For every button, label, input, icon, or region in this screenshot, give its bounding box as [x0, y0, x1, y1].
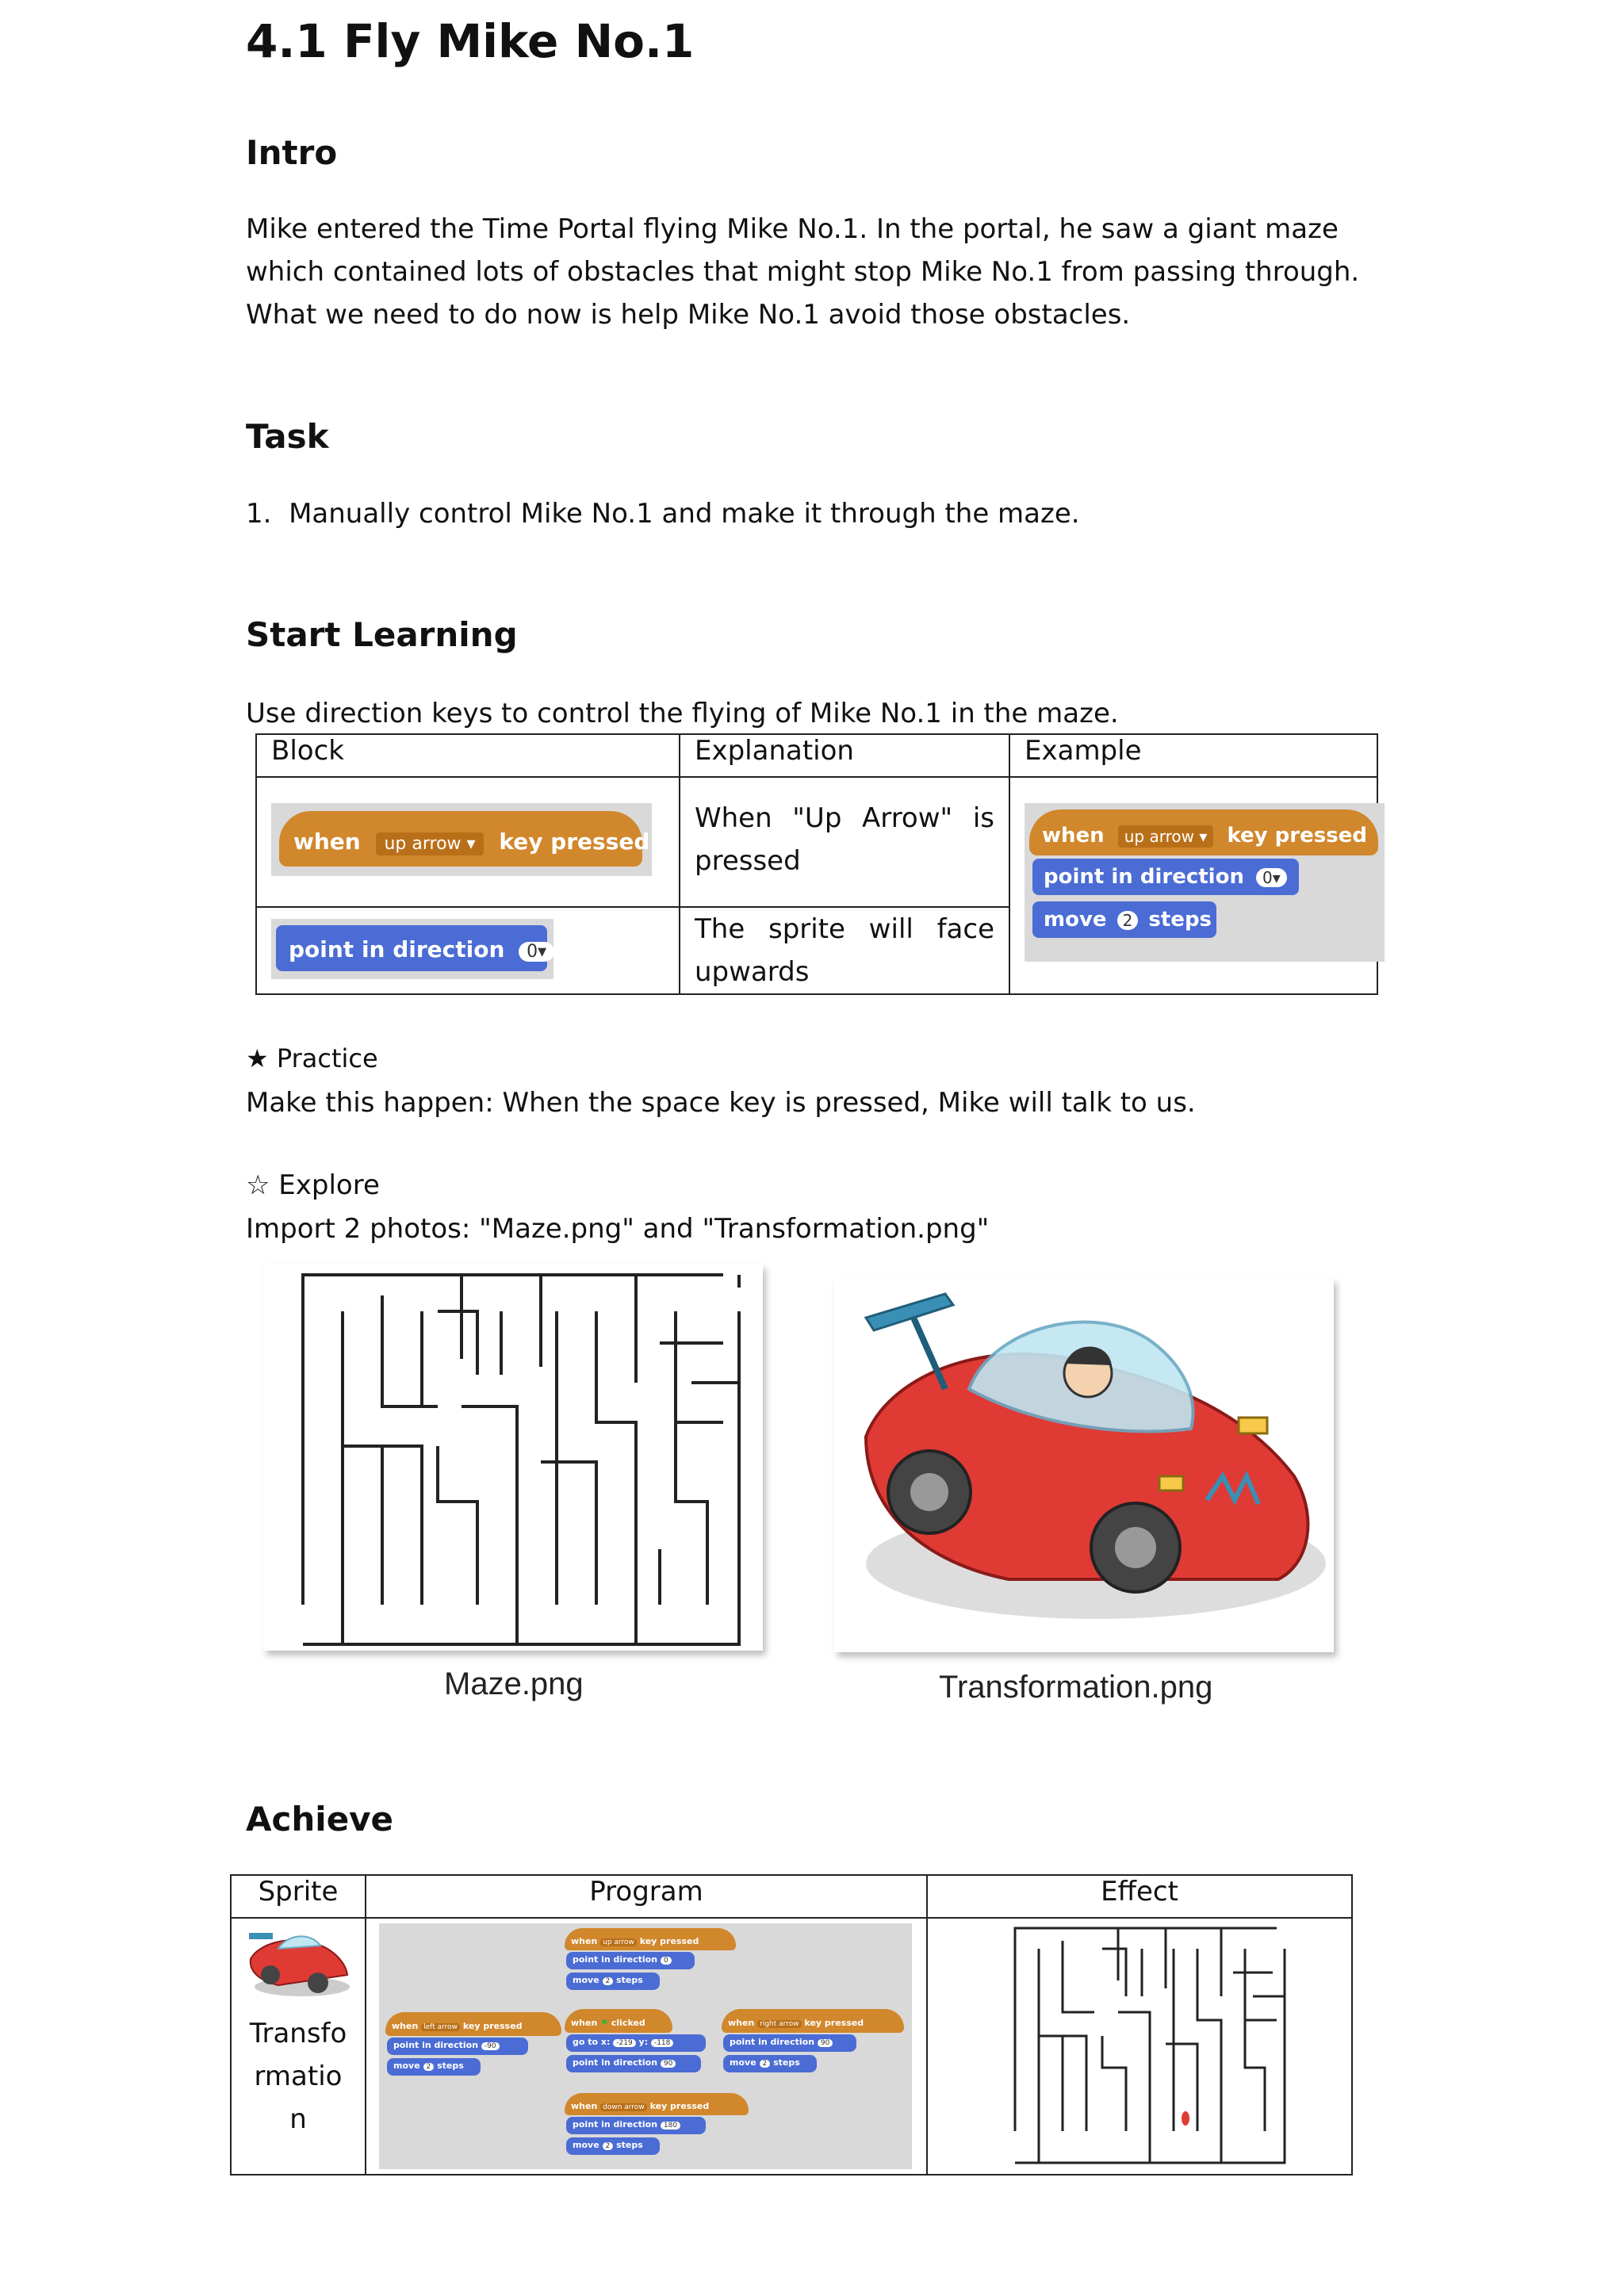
transformation-caption: Transformation.png — [939, 1670, 1213, 1705]
table-header-block: Block — [256, 734, 680, 777]
script-left-hat: when left arrow key pressed — [385, 2012, 561, 2036]
sprite-marker — [1182, 2111, 1189, 2126]
script-right-hat: when right arrow key pressed — [722, 2009, 904, 2033]
achieve-table — [230, 1874, 1353, 2175]
task-heading: Task — [246, 417, 329, 456]
script-up-move: move 2 steps — [566, 1973, 660, 1990]
blocks-table — [255, 733, 1378, 995]
script-flag-goto: go to x: -219 y: -118 — [566, 2034, 706, 2052]
example-point-in-direction-block: point in direction 0▾ — [1032, 859, 1299, 895]
sprite-thumbnail — [243, 1923, 354, 2003]
achieve-header-sprite: Sprite — [231, 1875, 366, 1918]
achieve-cell-program — [366, 1918, 927, 2175]
script-right-direction: point in direction 90 — [723, 2034, 856, 2052]
script-flag-hat: when ⚑ clicked — [565, 2009, 672, 2033]
task-item-text: Manually control Mike No.1 and make it through the maze. — [289, 498, 1080, 530]
table-cell-explanation-2: The sprite will face upwards — [680, 907, 1009, 994]
effect-maze — [991, 1925, 1308, 2171]
achieve-header-program: Program — [366, 1875, 927, 1918]
script-down-hat: when down arrow key pressed — [565, 2093, 749, 2115]
table-header-example: Example — [1009, 734, 1377, 777]
practice-label: ★ Practice — [246, 1043, 378, 1073]
start-learning-text: Use direction keys to control the flying of Mike No.1 in the maze. — [246, 698, 1119, 729]
green-flag-icon: ⚑ — [600, 2018, 609, 2028]
achieve-heading: Achieve — [246, 1800, 394, 1839]
task-item — [246, 492, 1388, 535]
script-up-hat: when up arrow key pressed — [565, 1928, 736, 1950]
example-when-key-pressed-block: when up arrow ▾ key pressed — [1029, 809, 1378, 855]
intro-text: Mike entered the Time Portal flying Mike No.1. In the portal, he saw a giant maze which contained lots of obstacles that might stop Mike No.1 from passing through. What we need to do now is help Mike No.1 avoid those obstacles. — [246, 213, 1360, 331]
table-cell-example — [1009, 777, 1377, 994]
script-right-move: move 2 steps — [723, 2055, 817, 2072]
intro-heading: Intro — [246, 133, 338, 172]
example-move-steps-block: move 2 steps — [1032, 901, 1216, 938]
table-cell-explanation-1: When "Up Arrow" is pressed — [680, 777, 1009, 907]
explore-text: Import 2 photos: "Maze.png" and "Transformation.png" — [246, 1213, 990, 1245]
practice-text: Make this happen: When the space key is pressed, Mike will talk to us. — [246, 1087, 1196, 1119]
achieve-header-effect: Effect — [927, 1875, 1352, 1918]
script-left-direction: point in direction -90 — [387, 2038, 528, 2055]
maze-caption: Maze.png — [444, 1667, 584, 1701]
car-drawing — [834, 1278, 1334, 1652]
table-cell-block-1 — [256, 777, 680, 907]
start-learning-heading: Start Learning — [246, 615, 518, 654]
script-up-direction: point in direction 0 — [566, 1952, 695, 1969]
script-flag-direction: point in direction 90 — [566, 2055, 701, 2072]
achieve-cell-sprite — [231, 1918, 366, 2175]
table-header-explanation: Explanation — [680, 734, 1009, 777]
transformation-image — [834, 1278, 1334, 1652]
explore-label: ☆ Explore — [246, 1169, 380, 1201]
script-down-direction: point in direction 180 — [566, 2117, 706, 2134]
page-title: 4.1 Fly Mike No.1 — [246, 14, 695, 68]
table-cell-block-2 — [256, 907, 680, 994]
task-item-number: 1. — [246, 498, 272, 530]
script-down-move: move 2 steps — [566, 2137, 660, 2155]
when-key-pressed-block: when up arrow ▾ key pressed — [279, 811, 642, 867]
point-in-direction-block: point in direction 0▾ — [276, 925, 547, 971]
script-left-move: move 2 steps — [387, 2058, 481, 2076]
maze-image — [263, 1264, 763, 1651]
achieve-cell-effect — [927, 1918, 1352, 2175]
sprite-name: Transfo rmatio n — [249, 2018, 347, 2135]
maze-drawing — [263, 1264, 763, 1651]
